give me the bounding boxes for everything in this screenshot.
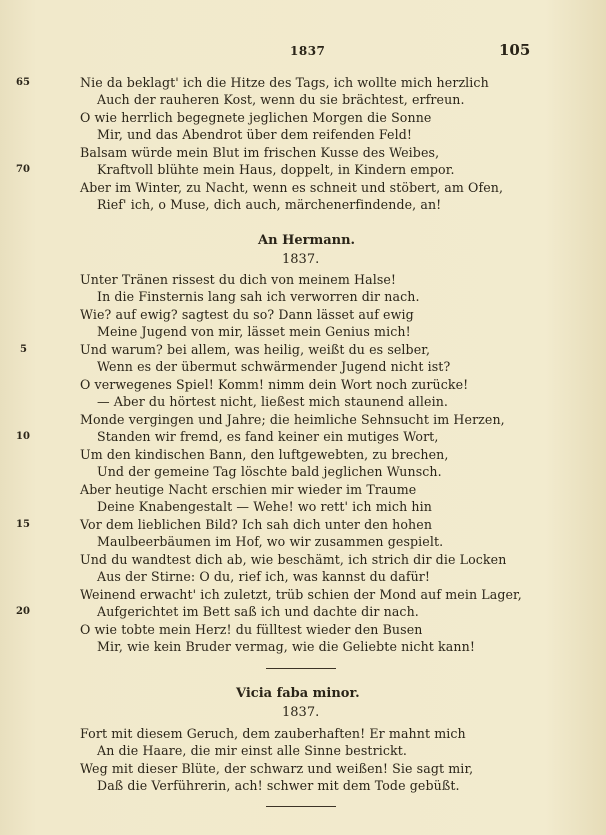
page-number: 105: [499, 41, 531, 59]
verse-line: Aus der Stirne: O du, rief ich, was kannst du dafür!: [97, 569, 431, 584]
poem-title: An Hermann.: [258, 233, 356, 248]
section-divider: [266, 806, 336, 807]
poem-year: 1837.: [282, 252, 320, 267]
line-number: 5: [20, 344, 27, 355]
verse-line: Mir, und das Abendrot über dem reifenden Feld!: [97, 127, 413, 142]
verse-line: Kraftvoll blühte mein Haus, doppelt, in Kindern empor.: [97, 162, 455, 177]
line-number: 10: [16, 431, 30, 442]
poem-title: Vicia faba minor.: [236, 686, 360, 701]
verse-line: Wenn es der übermut schwärmender Jugend nicht ist?: [97, 359, 451, 374]
verse-line: Standen wir fremd, es fand keiner ein mutiges Wort,: [97, 429, 439, 444]
verse-line: Fort mit diesem Geruch, dem zauberhaften! Er mahnt mich: [80, 726, 466, 741]
verse-line: Daß die Verführerin, ach! schwer mit dem Tode gebüßt.: [97, 778, 460, 793]
verse-line: Vor dem lieblichen Bild? Ich sah dich unter den hohen: [80, 517, 433, 532]
line-number: 15: [16, 519, 30, 530]
verse-line: Unter Tränen rissest du dich von meinem Halse!: [80, 272, 397, 287]
verse-line: In die Finsternis lang sah ich verworren dir nach.: [97, 289, 420, 304]
verse-line: Wie? auf ewig? sagtest du so? Dann lässet auf ewig: [80, 307, 414, 322]
verse-line: Rief' ich, o Muse, dich auch, märchenerfindende, an!: [97, 197, 442, 212]
verse-line: O verwegenes Spiel! Komm! nimm dein Wort noch zurücke!: [80, 377, 469, 392]
verse-line: Aber im Winter, zu Nacht, wenn es schneit und stöbert, am Ofen,: [80, 180, 504, 195]
verse-line: Mir, wie kein Bruder vermag, wie die Geliebte nicht kann!: [97, 639, 475, 654]
verse-line: — Aber du hörtest nicht, ließest mich staunend allein.: [97, 394, 449, 409]
verse-line: Auch der rauheren Kost, wenn du sie brächtest, erfreun.: [97, 92, 465, 107]
header-year: 1837: [290, 44, 326, 58]
verse-line: Nie da beklagt' ich die Hitze des Tags, ich wollte mich herzlich: [80, 75, 489, 90]
verse-line: Balsam würde mein Blut im frischen Kusse des Weibes,: [80, 145, 440, 160]
line-number: 70: [16, 164, 30, 175]
line-number: 65: [16, 77, 30, 88]
verse-line: Aufgerichtet im Bett saß ich und dachte dir nach.: [97, 604, 419, 619]
running-header: [0, 41, 606, 64]
verse-line: O wie tobte mein Herz! du fülltest wieder den Busen: [80, 622, 423, 637]
verse-line: Aber heutige Nacht erschien mir wieder im Traume: [80, 482, 417, 497]
section-divider: [266, 668, 336, 669]
verse-line: Maulbeerbäumen im Hof, wo wir zusammen gespielt.: [97, 534, 444, 549]
verse-line: Weg mit dieser Blüte, der schwarz und weißen! Sie sagt mir,: [80, 761, 474, 776]
verse-line: Meine Jugend von mir, lässet mein Genius mich!: [97, 324, 411, 339]
verse-line: Und der gemeine Tag löschte bald jeglichen Wunsch.: [97, 464, 442, 479]
verse-line: An die Haare, die mir einst alle Sinne bestrickt.: [97, 743, 407, 758]
verse-line: Und du wandtest dich ab, wie beschämt, ich strich dir die Locken: [80, 552, 507, 567]
verse-line: Monde vergingen und Jahre; die heimliche Sehnsucht im Herzen,: [80, 412, 505, 427]
poem-year: 1837.: [282, 705, 320, 720]
verse-line: Und warum? bei allem, was heilig, weißt du es selber,: [80, 342, 431, 357]
line-number: 20: [16, 606, 30, 617]
verse-line: Deine Knabengestalt — Wehe! wo rett' ich mich hin: [97, 499, 432, 514]
verse-line: Weinend erwacht' ich zuletzt, trüb schien der Mond auf mein Lager,: [80, 587, 522, 602]
verse-line: Um den kindischen Bann, den luftgewebten, zu brechen,: [80, 447, 449, 462]
verse-line: O wie herrlich begegnete jeglichen Morgen die Sonne: [80, 110, 432, 125]
